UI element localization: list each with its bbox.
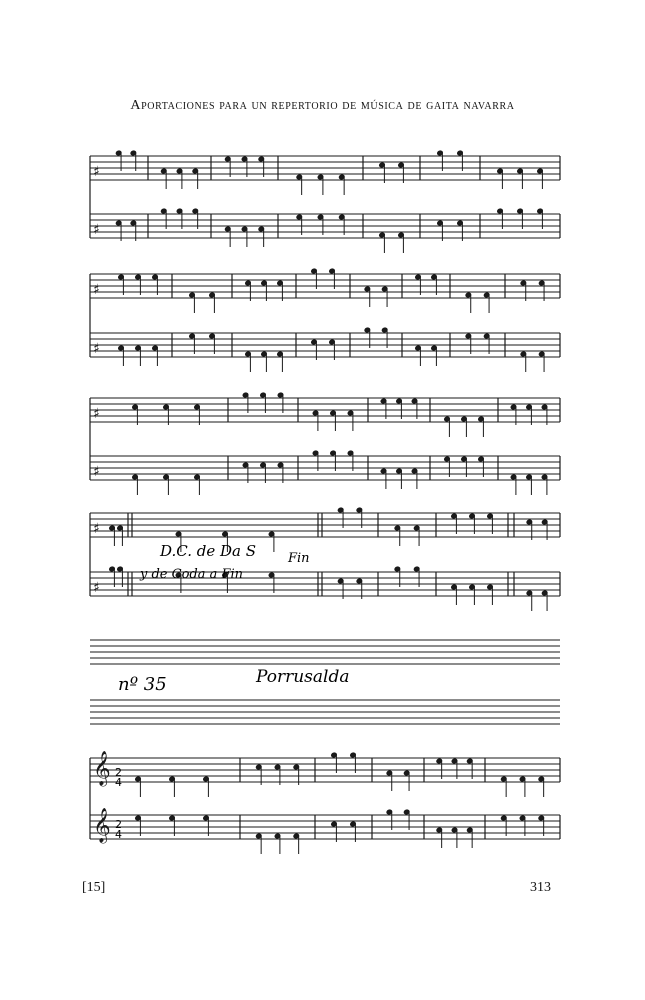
coda-annotation: y de Coda a Fin (140, 567, 244, 582)
treble-clef-icon: 𝄞 (93, 808, 111, 843)
treble-clef-icon: ♯ (93, 164, 100, 180)
treble-clef-icon: ♯ (93, 341, 100, 357)
piece-title: Porrusalda (256, 667, 350, 687)
time-signature-bottom-1: 4 (115, 776, 122, 789)
clefs (93, 164, 111, 844)
treble-clef-icon: 𝄞 (93, 751, 111, 786)
time-signature-top-1: 2 (115, 766, 122, 779)
treble-clef-icon: ♯ (93, 406, 100, 422)
treble-clef-icon: ♯ (93, 464, 100, 480)
time-signature-top-2: 2 (115, 818, 122, 831)
staff-lines (90, 156, 560, 839)
dc-annotation: D.C. de Da S (160, 542, 256, 560)
footer-reference: [15] (82, 880, 106, 895)
treble-clef-icon: ♯ (93, 282, 100, 298)
treble-clef-icon: ♯ (93, 580, 100, 596)
treble-clef-icon: ♯ (93, 521, 100, 537)
page-header: Aportaciones para un repertorio de música de gaita navarra (130, 98, 515, 113)
piece-number: nº 35 (118, 674, 167, 695)
time-signature-bottom-2: 4 (115, 828, 122, 841)
notes (109, 150, 548, 854)
fin-annotation: Fin (288, 551, 310, 566)
page-number: 313 (530, 880, 551, 895)
barlines (90, 156, 560, 839)
treble-clef-icon: ♯ (93, 222, 100, 238)
